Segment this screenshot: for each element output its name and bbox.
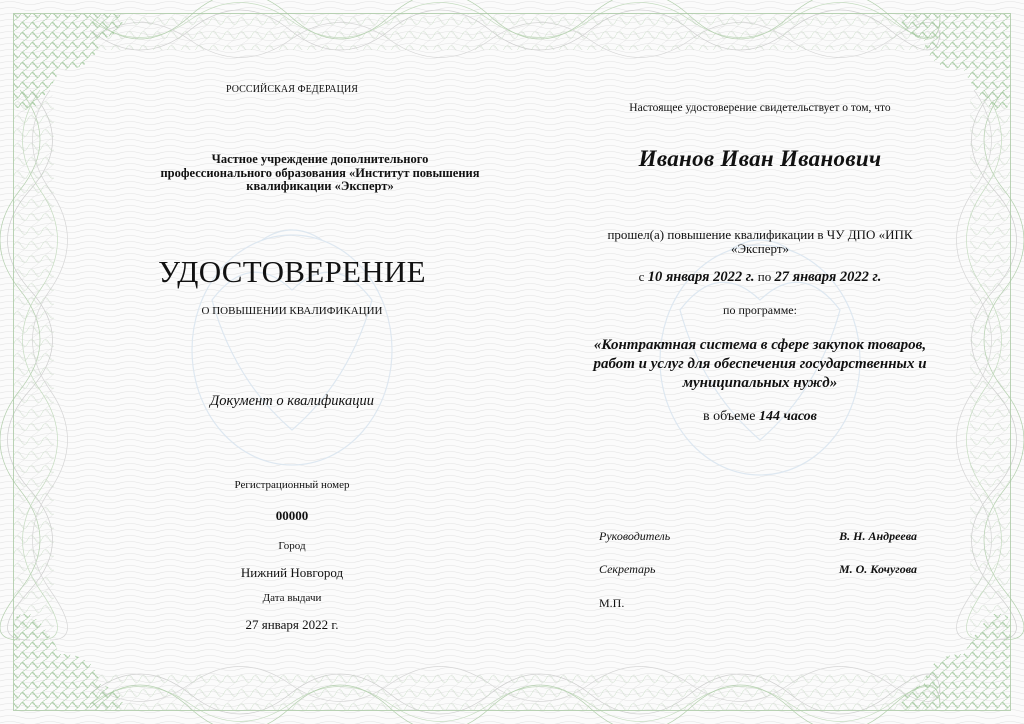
seal-mark: М.П.	[599, 596, 625, 610]
organization-line: Частное учреждение дополнительного	[211, 152, 429, 166]
program-volume	[560, 409, 960, 425]
certification-intro: Настоящее удостоверение свидетельствует о том, что	[629, 102, 891, 114]
period-to-prefix: по	[757, 269, 772, 284]
document-subtitle: О ПОВЫШЕНИИ КВАЛИФИКАЦИИ	[201, 305, 383, 317]
period-to-date: 27 января 2022 г.	[774, 269, 882, 285]
training-statement-line: прошел(а) повышение квалификации в ЧУ ДПО «ИПК	[607, 227, 913, 242]
volume-hours: 144 часов	[758, 409, 817, 424]
volume-prefix: в объеме	[703, 409, 756, 424]
organization-line: квалификации «Эксперт»	[246, 179, 394, 193]
program-name-line: муниципальных нужд»	[682, 375, 838, 391]
registration-number: 00000	[275, 508, 309, 523]
signature-role-secretary: Секретарь	[599, 562, 656, 576]
country-label: РОССИЙСКАЯ ФЕДЕРАЦИЯ	[225, 84, 359, 95]
person-name: Иванов Иван Иванович	[638, 146, 882, 171]
program-name	[560, 336, 960, 393]
signature-role-head: Руководитель	[599, 529, 671, 543]
organization-name	[160, 153, 480, 194]
period-from-prefix: с	[638, 269, 645, 284]
document-title: УДОСТОВЕРЕНИЕ	[158, 254, 426, 289]
training-period	[560, 269, 960, 286]
issue-date-label: Дата выдачи	[262, 592, 322, 604]
city-value: Нижний Новгород	[240, 565, 344, 580]
program-name-line: «Контрактная система в сфере закупок товаров,	[593, 337, 927, 353]
issue-date-value: 27 января 2022 г.	[245, 617, 339, 632]
registration-number-label: Регистрационный номер	[234, 479, 350, 491]
city-label: Город	[278, 540, 306, 552]
signature-name-head: В. Н. Андреева	[839, 529, 917, 543]
program-label: по программе:	[723, 303, 797, 317]
training-statement	[580, 228, 940, 256]
program-name-line: работ и услуг для обеспечения государственных и	[593, 356, 927, 372]
signature-name-secretary: М. О. Кочугова	[838, 562, 917, 576]
document-kind: Документ о квалификации	[210, 393, 374, 409]
period-from-date: 10 января 2022 г.	[647, 269, 755, 285]
training-statement-line: «Эксперт»	[730, 241, 790, 256]
organization-line: профессионального образования «Институт повышения	[160, 165, 480, 180]
